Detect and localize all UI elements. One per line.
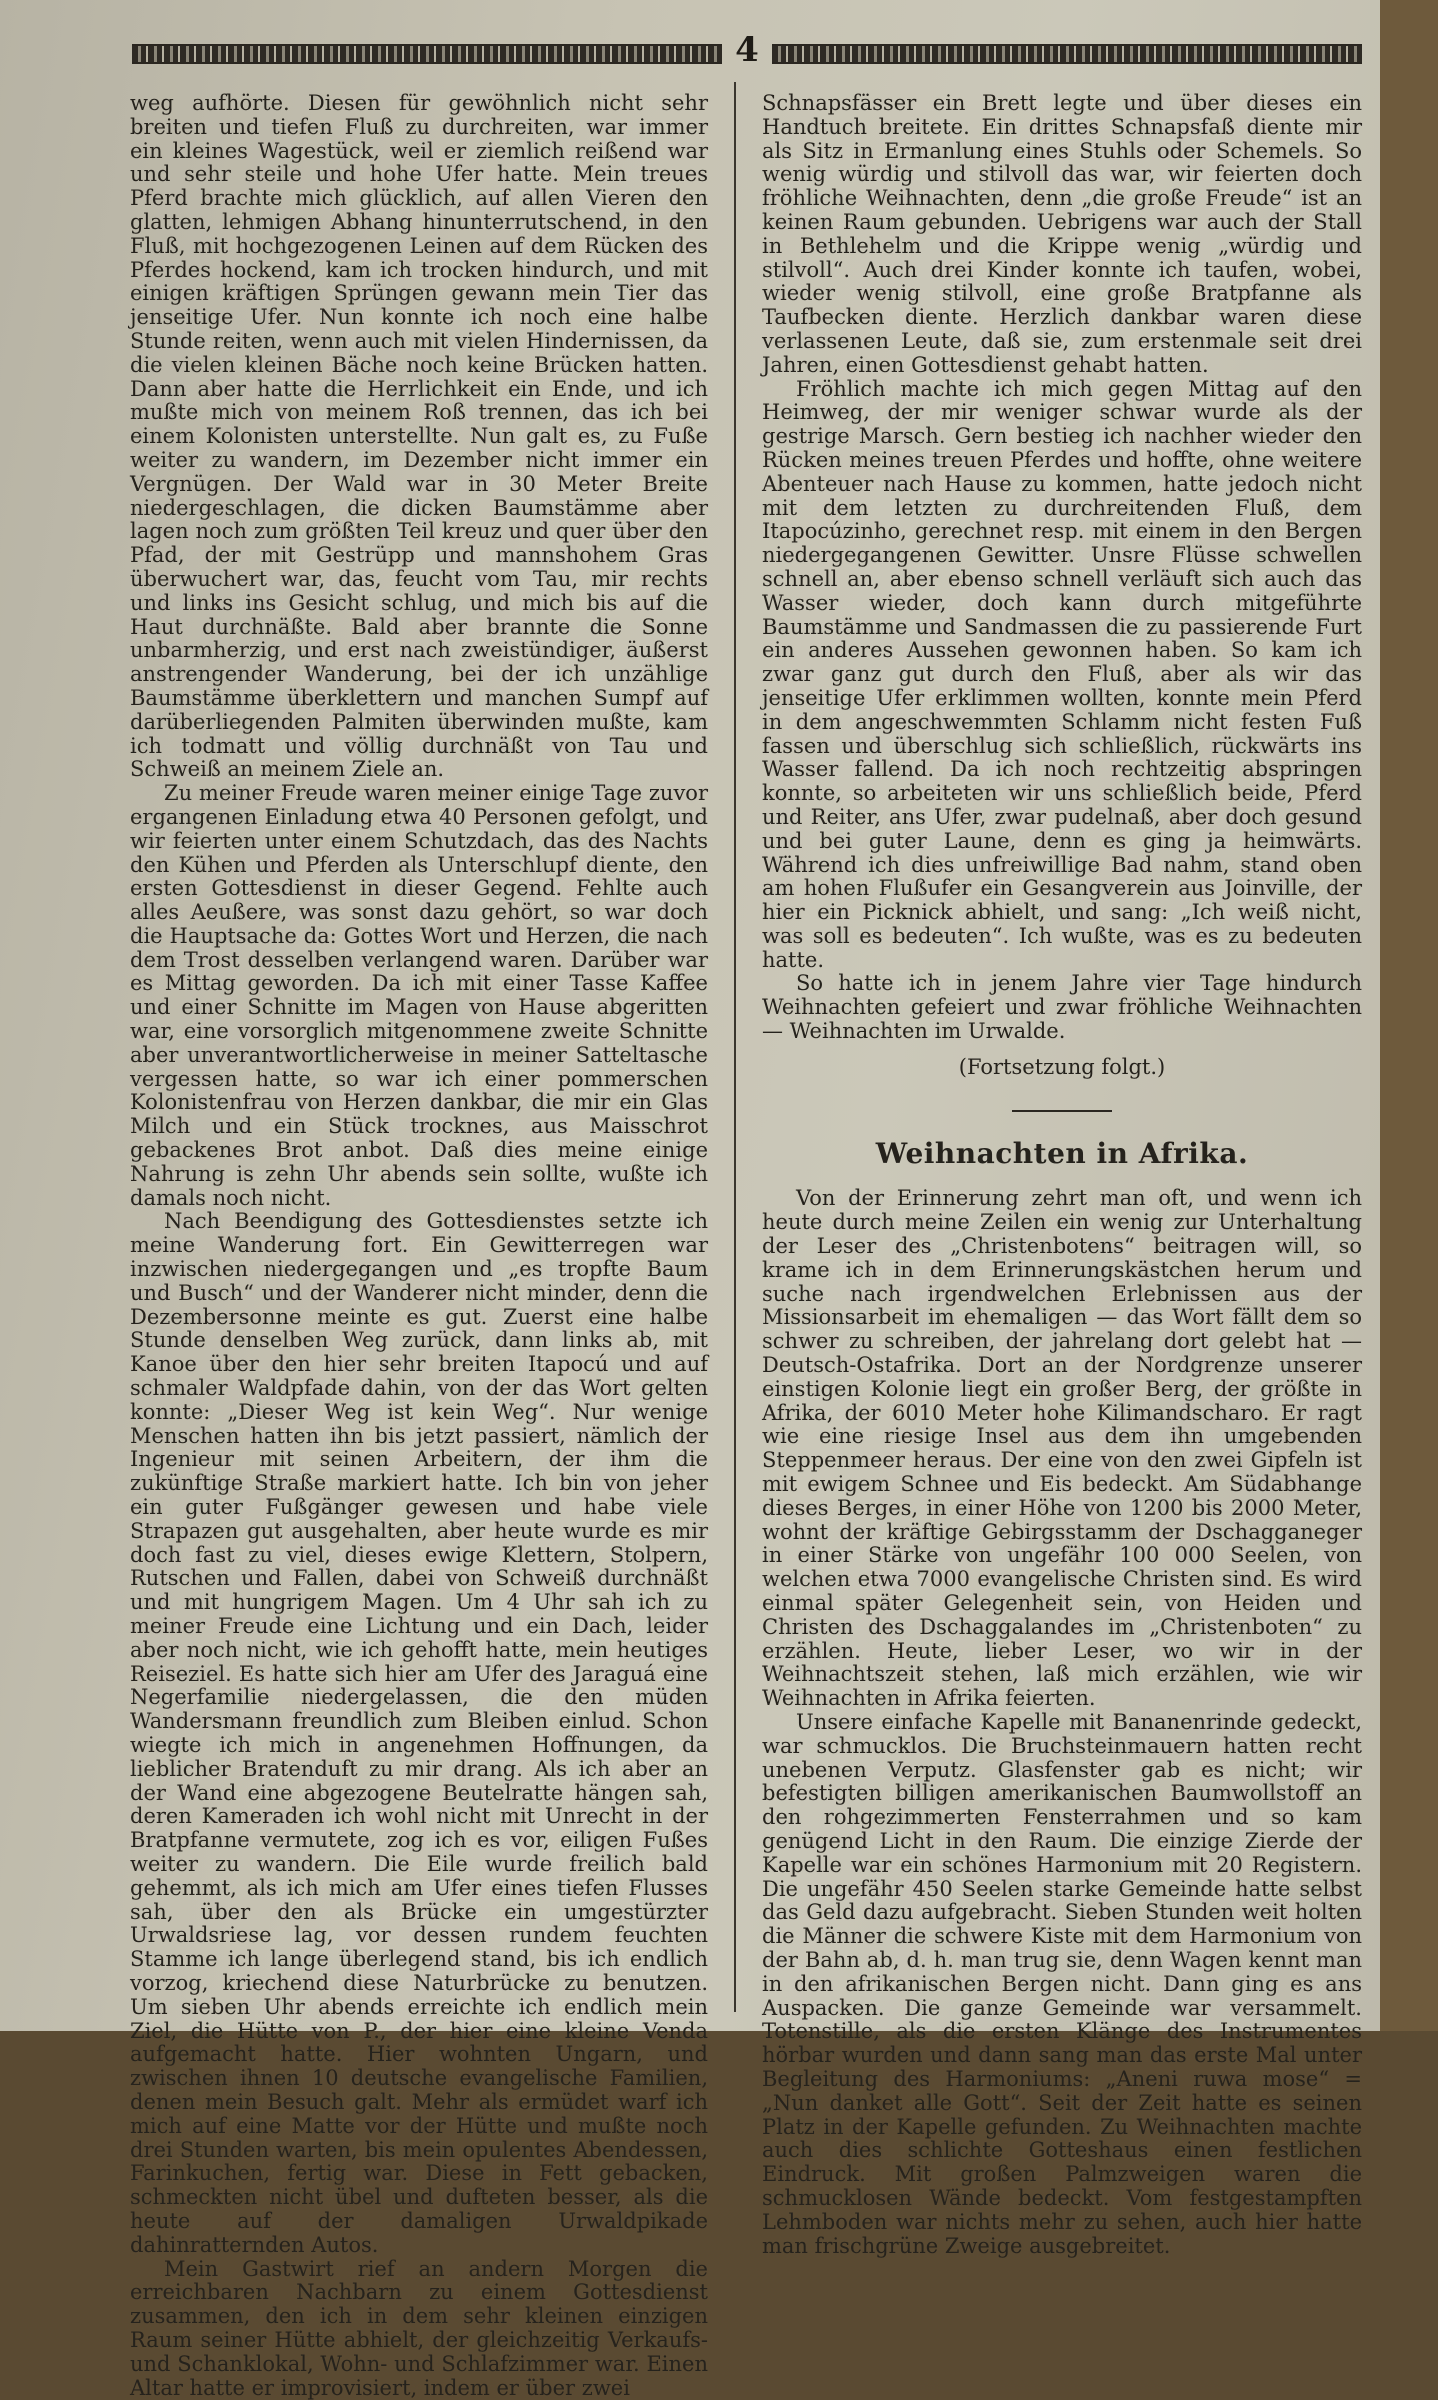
page-number: 4 (735, 30, 759, 70)
section-separator (1012, 1110, 1112, 1112)
paragraph: Von der Erinnerung zehrt man oft, und wenn ich heute durch meine Zeilen ein wenig zur Unterhaltung der Leser des „Christenbotens“ beitragen will, so krame ich in dem Erinnerungskästchen herum und suche nach irgendwelchen Erlebnissen aus der Missionsarbeit im ehemaligen — das Wort fällt dem so schwer zu schreiben, der jahrelang dort gelebt hat — Deutsch-Ostafrika. Dort an der Nordgrenze unserer einstigen Kolonie liegt ein großer Berg, der größte in Afrika, der 6010 Meter hohe Kilimandscharo. Er ragt wie eine riesige Insel aus dem ihn umgebenden Steppenmeer heraus. Der eine von den zwei Gipfeln ist mit ewigem Schnee und Eis bedeckt. Am Südabhange dieses Berges, in einer Höhe von 1200 bis 2000 Meter, wohnt der kräftige Gebirgsstamm der Dschagganeger in einer Stärke von ungefähr 100 000 Seelen, von welchen etwa 7000 evangelische Christen sind. Es wird einmal später Gelegenheit sein, von Heiden und Christen des Dschaggalandes im „Christenboten“ zu erzählen. Heute, lieber Leser, wo wir in der Weihnachtszeit stehen, laß mich erzählen, wie wir Weihnachten in Afrika feierten. (762, 1186, 1362, 1711)
page-header (132, 30, 1362, 70)
paragraph: Mein Gastwirt rief an andern Morgen die erreichbaren Nachbarn zu einem Gottesdienst zusammen, den ich in dem sehr kleinen einzigen Raum seiner Hütte abhielt, der gleichzeitig Verkaufs- und Schanklokal, Wohn- und Schlafzimmer war. Einen Altar hatte er improvisiert, indem er über zwei (130, 2256, 708, 2400)
column-divider (734, 82, 736, 2012)
paragraph: So hatte ich in jenem Jahre vier Tage hindurch Weihnachten gefeiert und zwar fröhliche Weihnachten — Weihnachten im Urwalde. (762, 971, 1362, 1044)
paragraph: Schnapsfässer ein Brett legte und über dieses ein Handtuch breitete. Ein drittes Schnapsfaß diente mir als Sitz in Ermanlung eines Stuhls oder Schemels. So wenig würdig und stilvoll das war, wir feierten doch fröhliche Weihnachten, denn „die große Freude“ ist an keinen Raum gebunden. Uebrigens war auch der Stall in Bethlehelm und die Krippe wenig „würdig und stilvoll“. Auch drei Kinder konnte ich taufen, wobei, wieder wenig stilvoll, eine große Bratpfanne als Taufbecken diente. Herzlich dankbar waren diese verlassenen Leute, daß sie, zum erstenmale seit drei Jahren, einen Gottesdienst gehabt hatten. (762, 91, 1362, 377)
article-title: Weihnachten in Afrika. (875, 1136, 1249, 1170)
left-column (130, 91, 708, 2400)
continuation-note: (Fortsetzung folgt.) (958, 1054, 1166, 1079)
paragraph: Unsere einfache Kapelle mit Bananenrinde gedeckt, war schmucklos. Die Bruchsteinmauern hatten recht unebenen Verputz. Glasfenster gab es nicht; wir befestigten billigen amerikanischen Baumwollstoff an den rohgezimmerten Fensterrahmen und so kam genügend Licht in den Raum. Die einzige Zierde der Kapelle war ein schönes Harmonium mit 20 Registern. Die ungefähr 450 Seelen starke Gemeinde hatte selbst das Geld dazu aufgebracht. Sieben Stunden weit holten die Männer die schwere Kiste mit dem Harmonium von der Bahn ab, d. h. man trug sie, denn Wagen kennt man in den afrikanischen Bergen nicht. Dann ging es ans Auspacken. Die ganze Gemeinde war versammelt. Totenstille, als die ersten Klänge des Instrumentes hörbar wurden und dann sang man das erste Mal unter Begleitung des Harmoniums: „Aneni ruwa mose“ = „Nun danket alle Gott“. Seit der Zeit hatte es seinen Platz in der Kapelle gefunden. Zu Weihnachten machte auch dies schlichte Gotteshaus einen festlichen Eindruck. Mit großen Palmzweigen waren die schmucklosen Wände bedeckt. Vom festgestampften Lehmboden war nichts mehr zu sehen, auch hier hatte man frischgrüne Zweige ausgebreitet. (762, 1710, 1362, 2258)
header-ornament-right (772, 44, 1362, 64)
paragraph: Nach Beendigung des Gottesdienstes setzte ich meine Wanderung fort. Ein Gewitterregen war inzwischen niedergegangen und „es tropfte Baum und Busch“ und der Wanderer nicht minder, denn die Dezembersonne meinte es gut. Zuerst eine halbe Stunde denselben Weg zurück, dann links ab, mit Kanoe über den hier sehr breiten Itapocú und auf schmaler Waldpfade dahin, von der das Wort gelten konnte: „Dieser Weg ist kein Weg“. Nur wenige Menschen hatten ihn bis jetzt passiert, nämlich der Ingenieur mit seinen Arbeitern, der ihm die zukünftige Straße markiert hatte. Ich bin von jeher ein guter Fußgänger gewesen und habe viele Strapazen gut ausgehalten, aber heute wurde es mir doch fast zu viel, dieses ewige Klettern, Stolpern, Rutschen und Fallen, dabei von Schweiß durchnäßt und mit hungrigem Magen. Um 4 Uhr sah ich zu meiner Freude eine Lichtung und ein Dach, leider aber noch nicht, wie ich gehofft hatte, mein heutiges Reiseziel. Es hatte sich hier am Ufer des Jaraguá eine Negerfamilie niedergelassen, die den müden Wandersmann freundlich zum Bleiben einlud. Schon wiegte ich mich in angenehmen Hoffnungen, da lieblicher Bratenduft zu mir drang. Als ich aber an der Wand eine abgezogene Beutelratte hängen sah, deren Kameraden ich wohl nicht mit Unrecht in der Bratpfanne vermutete, zog ich es vor, eiligen Fußes weiter zu wandern. Die Eile wurde freilich bald gehemmt, als ich mich am Ufer eines tiefen Flusses sah, über den als Brücke ein umgestürzter Urwaldsriese lag, vor dessen rundem feuchten Stamme ich lange überlegend stand, bis ich endlich vorzog, kriechend diese Naturbrücke zu benutzen. Um sieben Uhr abends erreichte ich endlich mein Ziel, die Hütte von P., der hier eine kleine Venda aufgemacht hatte. Hier wohnten Ungarn, und zwischen ihnen 10 deutsche evangelische Familien, denen mein Besuch galt. Mehr als ermüdet warf ich mich auf eine Matte vor der Hütte und mußte noch drei Stunden warten, bis mein opulentes Abendessen, Farinkuchen, fertig war. Diese in Fett gebacken, schmeckten nicht übel und dufteten besser, als die heute auf der damaligen Urwaldpikade dahinratternden Autos. (130, 1209, 708, 2257)
paragraph: weg aufhörte. Diesen für gewöhnlich nicht sehr breiten und tiefen Fluß zu durchreiten, war immer ein kleines Wagestück, weil er ziemlich reißend war und sehr steile und hohe Ufer hatte. Mein treues Pferd brachte mich glücklich, auf allen Vieren den glatten, lehmigen Abhang hinunterrutschend, in den Fluß, mit hochgezogenen Leinen auf dem Rücken des Pferdes hockend, kam ich trocken hindurch, und mit einigen kräftigen Sprüngen gewann mein Tier das jenseitige Ufer. Nun konnte ich noch eine halbe Stunde reiten, wenn auch mit vielen Hindernissen, da die vielen kleinen Bäche noch keine Brücken hatten. Dann aber hatte die Herrlichkeit ein Ende, und ich mußte mich von meinem Roß trennen, das ich bei einem Kolonisten unterstellte. Nun galt es, zu Fuße weiter zu wandern, im Dezember nicht immer ein Vergnügen. Der Wald war in 30 Meter Breite niedergeschlagen, die dicken Baumstämme aber lagen noch zum größten Teil kreuz und quer über den Pfad, der mit Gestrüpp und mannshohem Gras überwuchert war, das, feucht vom Tau, mir rechts und links ins Gesicht schlug, und mich bis auf die Haut durchnäßte. Bald aber brannte die Sonne unbarmherzig, und erst nach zweistündiger, äußerst anstrengender Wanderung, bei der ich unzählige Baumstämme überklettern und manchen Sumpf auf darüberliegenden Palmiten überwinden mußte, kam ich todmatt und völlig durchnäßt von Tau und Schweiß an meinem Ziele an. (130, 91, 708, 782)
right-column (762, 91, 1362, 2258)
paragraph: Fröhlich machte ich mich gegen Mittag auf den Heimweg, der mir weniger schwar wurde als der gestrige Marsch. Gern bestieg ich nachher wieder den Rücken meines treuen Pferdes und hoffte, ohne weitere Abenteuer nach Hause zu kommen, hatte jedoch nicht mit dem letzten zu durchreitenden Fluß, dem Itapocúzinho, gerechnet resp. mit einem in den Bergen niedergegangenen Gewitter. Unsre Flüsse schwellen schnell an, aber ebenso schnell verläuft sich auch das Wasser wieder, doch kann durch mitgeführte Baumstämme und Sandmassen die zu passierende Furt ein anderes Aussehen gewonnen haben. So kam ich zwar ganz gut durch den Fluß, aber als wir das jenseitige Ufer erklimmen wollten, konnte mein Pferd in dem angeschwemmten Schlamm nicht festen Fuß fassen und überschlug sich schließlich, rückwärts ins Wasser fallend. Da ich noch rechtzeitig abspringen konnte, so arbeiteten wir uns schließlich beide, Pferd und Reiter, ans Ufer, zwar pudelnaß, aber doch gesund und bei guter Laune, denn es ging ja heimwärts. Während ich dies unfreiwillige Bad nahm, stand oben am hohen Flußufer ein Gesangverein aus Joinville, der hier ein Picknick abhielt, und sang: „Ich weiß nicht, was soll es bedeuten“. Ich wußte, was es zu bedeuten hatte. (762, 376, 1362, 972)
paragraph: Zu meiner Freude waren meiner einige Tage zuvor ergangenen Einladung etwa 40 Personen gefolgt, und wir feierten unter einem Schutzdach, das des Nachts den Kühen und Pferden als Unterschlupf diente, den ersten Gottesdienst in dieser Gegend. Fehlte auch alles Aeußere, was sonst dazu gehört, so war doch die Hauptsache da: Gottes Wort und Herzen, die nach dem Trost desselben verlangend waren. Darüber war es Mittag geworden. Da ich mit einer Tasse Kaffee und einer Schnitte im Magen von Hause abgeritten war, eine vorsorglich mitgenommene zweite Schnitte aber unverantwortlicherweise in meiner Satteltasche vergessen hatte, so war ich einer pommerschen Kolonistenfrau von Herzen dankbar, die mir ein Glas Milch und ein Stück trocknes, aus Maisschrot gebackenes Brot anbot. Daß dies meine einige Nahrung is zehn Uhr abends sein sollte, wußte ich damals noch nicht. (130, 781, 708, 1210)
page-edge-shadow (1380, 0, 1438, 2031)
header-ornament-left (132, 44, 722, 64)
